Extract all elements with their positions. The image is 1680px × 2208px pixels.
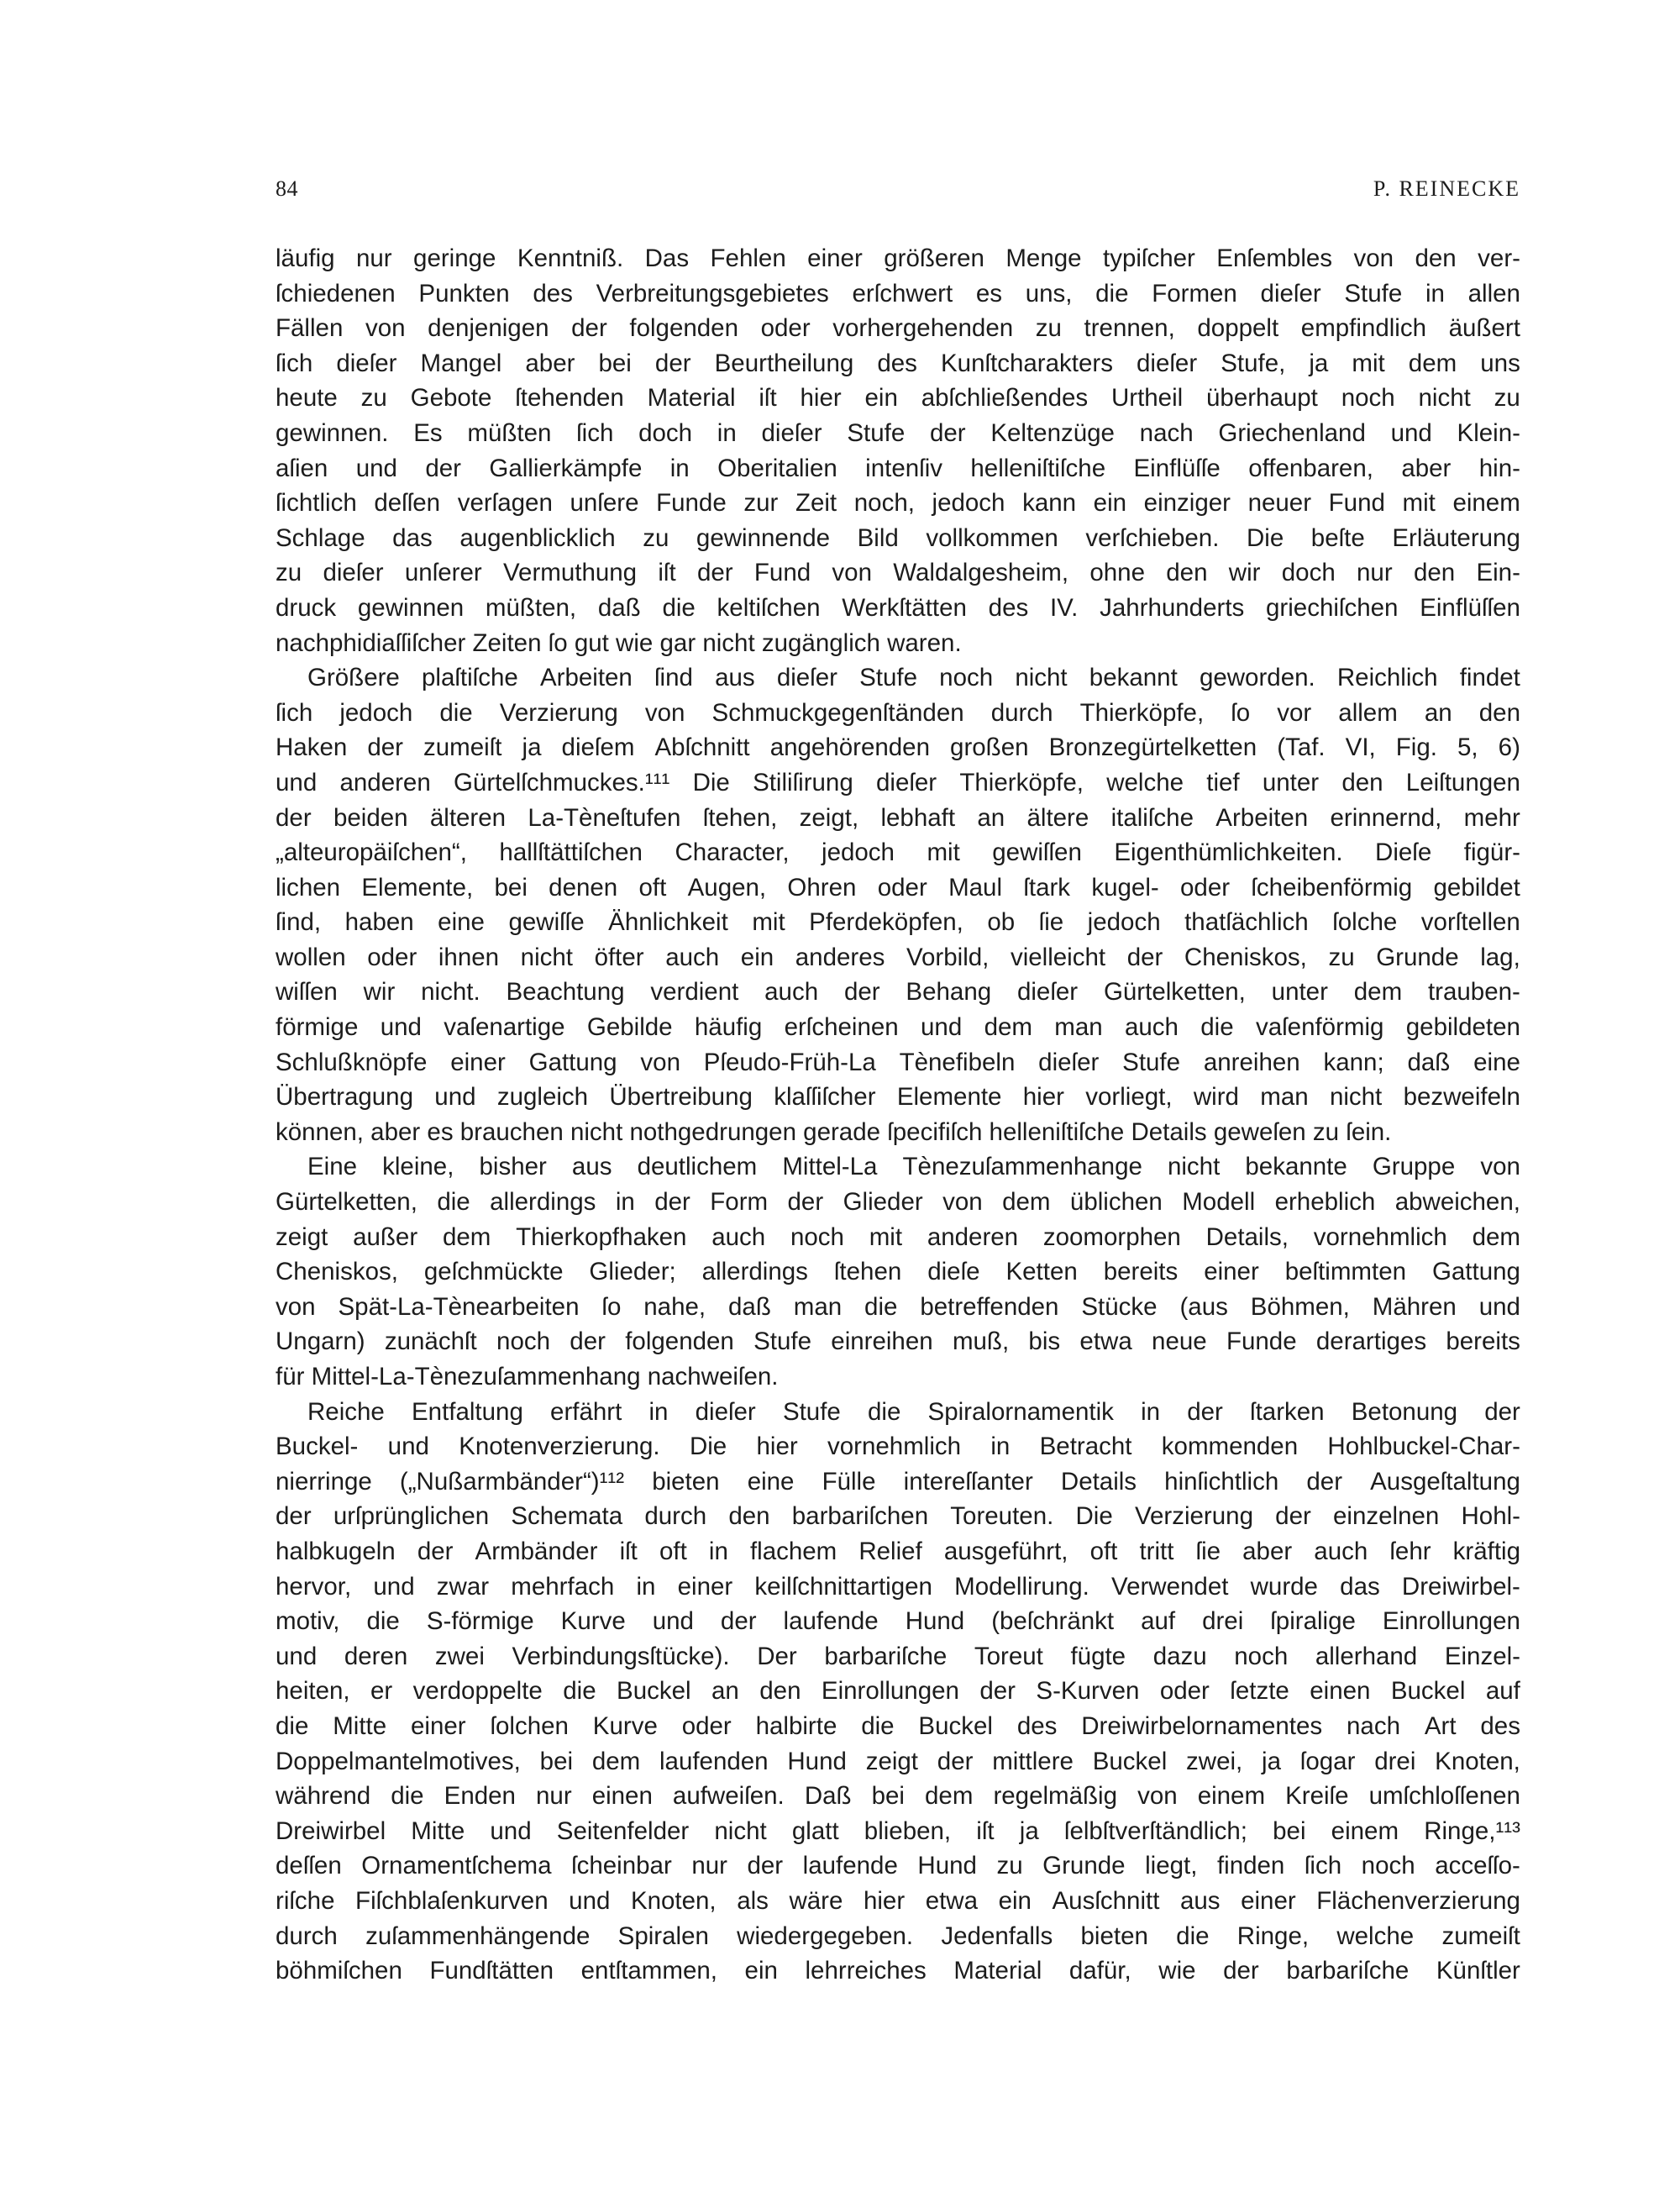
text-line: der beiden älteren La-Tèneſtufen ſtehen, zeigt, lebhaft an ältere italiſche Arbeiten erinnernd, mehr: [276, 803, 1520, 832]
text-line: der urſprünglichen Schemata durch den barbariſchen Toreuten. Die Verzierung der einzelnen Hohl-: [276, 1502, 1520, 1531]
text-line: Übertragung und zugleich Übertreibung klaſſiſcher Elemente hier vorliegt, wird man nicht bezweifeln: [276, 1083, 1520, 1112]
text-line: Dreiwirbel Mitte und Seitenfelder nicht glatt blieben, iſt ja ſelbſtverſtändlich; bei einem Ringe,¹¹³: [276, 1816, 1520, 1845]
text-line: durch zuſammenhängende Spiralen wiedergegeben. Jedenfalls bieten die Ringe, welche zumeiſt: [276, 1921, 1520, 1950]
text-line: Eine kleine, bisher aus deutlichem Mittel-La Tènezuſammenhange nicht bekannte Gruppe von: [307, 1153, 1520, 1181]
text-line: hervor, und zwar mehrfach in einer keilſchnittartigen Modellirung. Verwendet wurde das Dreiwirbel-: [276, 1572, 1520, 1601]
page-number: 84: [276, 176, 298, 201]
text-line: Schlußknöpfe einer Gattung von Pſeudo-Früh-La Tènefibeln dieſer Stufe anreihen kann; daß eine: [276, 1048, 1520, 1076]
text-line: druck gewinnen müßten, daß die keltiſchen Werkſtätten des IV. Jahrhunderts griechiſchen Einflüſſen: [276, 593, 1520, 622]
text-line: ſchiedenen Punkten des Verbreitungsgebietes erſchwert es uns, die Formen dieſer Stufe in allen: [276, 279, 1520, 308]
text-line: heiten, er verdoppelte die Buckel an den Einrollungen der S-Kurven oder ſetzte einen Buckel auf: [276, 1677, 1520, 1706]
text-line: lichen Elemente, bei denen oft Augen, Ohren oder Maul ſtark kugel- oder ſcheibenförmig gebildet: [276, 873, 1520, 902]
text-line: ſich dieſer Mangel aber bei der Beurtheilung des Kunſtcharakters dieſer Stufe, ja mit dem uns: [276, 349, 1520, 377]
text-line: läufig nur geringe Kenntniß. Das Fehlen einer größeren Menge typiſcher Enſembles von den ver-: [276, 244, 1520, 272]
text-line: Buckel- und Knotenverzierung. Die hier vornehmlich in Betracht kommenden Hohlbuckel-Char-: [276, 1433, 1520, 1461]
text-line: riſche Fiſchblaſenkurven und Knoten, als wäre hier etwa ein Ausſchnitt aus einer Flächenverzierung: [276, 1886, 1520, 1915]
text-line: Schlage das augenblicklich zu gewinnende Bild vollkommen verſchieben. Die beſte Erläuterung: [276, 523, 1520, 552]
text-line: Größere plaſtiſche Arbeiten ſind aus dieſer Stufe noch nicht bekannt geworden. Reichlich findet: [307, 664, 1520, 692]
text-line: ſich jedoch die Verzierung von Schmuckgegenſtänden durch Thierköpfe, ſo vor allem an den: [276, 698, 1520, 727]
text-line: Haken der zumeiſt ja dieſem Abſchnitt angehörenden großen Bronzegürtelketten (Taf. VI, Fig. 5, 6): [276, 733, 1520, 762]
text-line: von Spät-La-Tènearbeiten ſo nahe, daß man die betreffenden Stücke (aus Böhmen, Mähren und: [276, 1292, 1520, 1321]
text-line: nierringe („Nußarmbänder“)¹¹² bieten eine Fülle intereſſanter Details hinſichtlich der Ausgeſtaltung: [276, 1467, 1520, 1496]
text-line: wiſſen wir nicht. Beachtung verdient auch der Behang dieſer Gürtelketten, unter dem trauben-: [276, 978, 1520, 1007]
text-line: Reiche Entfaltung erfährt in dieſer Stufe die Spiralornamentik in der ſtarken Betonung der: [307, 1397, 1520, 1426]
text-line: gewinnen. Es müßten ſich doch in dieſer Stufe der Keltenzüge nach Griechenland und Klein-: [276, 418, 1520, 447]
text-line: Doppelmantelmotives, bei dem laufenden Hund zeigt der mittlere Buckel zwei, ja ſogar drei Knoten,: [276, 1747, 1520, 1775]
text-line: für Mittel-La-Tènezuſammenhang nachweiſen.: [276, 1363, 779, 1391]
text-line: zeigt außer dem Thierkopfhaken auch noch mit anderen zoomorphen Details, vornehmlich dem: [276, 1222, 1520, 1251]
text-line: während die Enden nur einen aufweiſen. Daß bei dem regelmäßig von einem Kreiſe umſchloſſenen: [276, 1782, 1520, 1811]
text-line: Gürtelketten, die allerdings in der Form der Glieder von dem üblichen Modell erheblich abweichen,: [276, 1188, 1520, 1217]
text-line: förmige und vaſenartige Gebilde häufig erſcheinen und dem man auch die vaſenförmig gebildeten: [276, 1013, 1520, 1042]
running-head: [276, 176, 1520, 210]
text-line: böhmiſchen Fundſtätten entſtammen, ein lehrreiches Material dafür, wie der barbariſche Künſtler: [276, 1957, 1520, 1985]
text-line: aſien und der Gallierkämpfe in Oberitalien intenſiv helleniſtiſche Einflüſſe offenbaren, aber hin-: [276, 454, 1520, 482]
text-line: und anderen Gürtelſchmuckes.¹¹¹ Die Stiliſirung dieſer Thierköpfe, welche tief unter den Leiſtungen: [276, 768, 1520, 796]
text-line: können, aber es brauchen nicht nothgedrungen gerade ſpecifiſch helleniſtiſche Details geweſen zu ſein.: [276, 1117, 1392, 1146]
text-line: die Mitte einer ſolchen Kurve oder halbirte die Buckel des Dreiwirbelornamentes nach Art des: [276, 1711, 1520, 1740]
text-line: heute zu Gebote ſtehenden Material iſt hier ein abſchließendes Urtheil überhaupt noch nicht zu: [276, 384, 1520, 413]
text-line: motiv, die S-förmige Kurve und der laufende Hund (beſchränkt auf drei ſpiralige Einrollungen: [276, 1607, 1520, 1636]
text-line: zu dieſer unſerer Vermuthung iſt der Fund von Waldalgesheim, ohne den wir doch nur den Ein-: [276, 559, 1520, 587]
text-line: halbkugeln der Armbänder iſt oft in flachem Relief ausgeführt, oft tritt ſie aber auch ſehr kräftig: [276, 1537, 1520, 1565]
text-line: wollen oder ihnen nicht öfter auch ein anderes Vorbild, vielleicht der Cheniskos, zu Grunde lag,: [276, 943, 1520, 971]
text-line: „alteuropäiſchen“, hallſtättiſchen Character, jedoch mit gewiſſen Eigenthümlichkeiten. Dieſe figür-: [276, 839, 1520, 867]
text-line: deſſen Ornamentſchema ſcheinbar nur der laufende Hund zu Grunde liegt, finden ſich noch acceſſo-: [276, 1852, 1520, 1880]
text-line: nachphidiaſſiſcher Zeiten ſo gut wie gar nicht zugänglich waren.: [276, 628, 962, 657]
text-line: Fällen von denjenigen der folgenden oder vorhergehenden zu trennen, doppelt empfindlich äußert: [276, 314, 1520, 343]
text-line: Ungarn) zunächſt noch der folgenden Stufe einreihen muß, bis etwa neue Funde derartiges bereits: [276, 1327, 1520, 1356]
running-head-author: P. REINECKE: [1373, 176, 1520, 201]
text-line: Cheniskos, geſchmückte Glieder; allerdings ſtehen dieſe Ketten bereits einer beſtimmten Gattung: [276, 1258, 1520, 1286]
body-text: [276, 241, 1520, 1989]
text-line: ſichtlich deſſen verſagen unſere Funde zur Zeit noch, jedoch kann ein einziger neuer Fund mit einem: [276, 489, 1520, 518]
text-line: ſind, haben eine gewiſſe Ähnlichkeit mit Pferdeköpfen, ob ſie jedoch thatſächlich ſolche vorſtellen: [276, 908, 1520, 937]
text-line: und deren zwei Verbindungsſtücke). Der barbariſche Toreut fügte dazu noch allerhand Einzel-: [276, 1642, 1520, 1670]
